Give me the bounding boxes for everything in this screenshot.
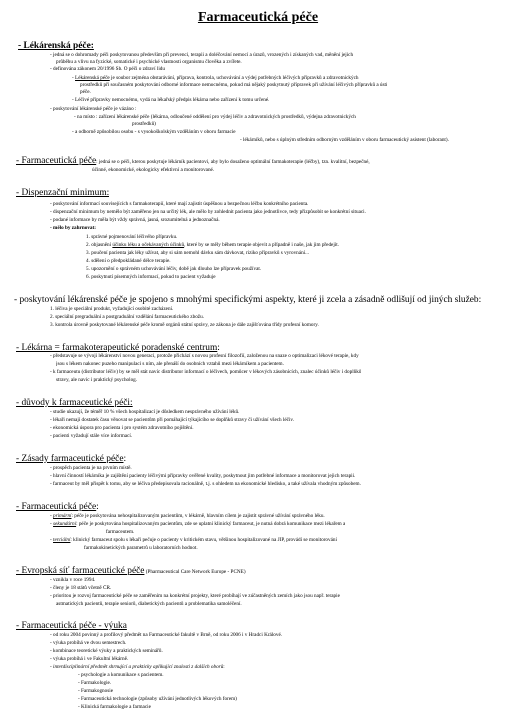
text-segment: jsou s lékem nakonec puzeho manipulaci s ním, ale přenáší do osobních vztahů mezi lékárníkem a pacientem. <box>56 361 284 367</box>
text-segment: - výuka probíhá i ve Fakultní lékárně. <box>50 656 129 662</box>
text-segment: - studie ukazují, že téměř 10 % všech hospitalizací je důsledkem nesprávného užívání léků. <box>50 409 240 415</box>
text-segment: - dispenzační minimum by nemělo být zaměřeno jen na určitý lék, ale mělo by zohlednit pacienta jako jednotlivce, tedy přizpůsobit se konkrétní situaci. <box>50 209 366 215</box>
text-line <box>78 672 164 679</box>
text-line <box>56 377 137 384</box>
text-line <box>50 353 359 360</box>
text-segment: - lékaři nemají dostatek času věnovat se pacientům při pomáhající týkajícího se doplňků stravy či užívání všech léčiv. <box>50 417 294 423</box>
text-line <box>86 266 261 273</box>
text-segment: účinku léku a očekávaných účinků <box>112 242 185 248</box>
text-segment: je soubor zejména obstarávání, příprava, kontrola, uchovávání a výdej potřebných léčivých přípravků a zdravotnických <box>109 75 359 81</box>
text-line <box>78 704 151 711</box>
text-line <box>50 369 361 376</box>
text-segment: - <box>50 521 54 527</box>
text-line <box>74 114 356 121</box>
text-segment: - Dispenzační minimum: <box>16 188 110 198</box>
text-segment: sekundární <box>53 521 77 527</box>
text-line <box>78 688 113 695</box>
text-line <box>50 201 308 208</box>
text-line <box>50 481 361 488</box>
section-heading <box>16 621 127 632</box>
text-segment: : <box>96 502 99 512</box>
text-line <box>80 89 91 96</box>
text-segment: - <box>50 537 54 543</box>
text-segment: - ekonomická úspora pro pacienta i pro systém zdravotního pojištění. <box>50 425 194 431</box>
text-line <box>50 593 340 600</box>
text-line <box>72 75 359 82</box>
text-line <box>50 322 319 329</box>
text-segment: : péče je poskytována nehospitalizovaným pacientům, v lékárně, hlavním cílem je zajistit správné užívání správného léku. <box>71 513 325 519</box>
text-segment: - farmaceut by měl přispět k tomu, aby se léčiva předepisovala racionálně, t.j. s ohledem na ekonomické hledisko, a také užívala vhodným způsobem. <box>50 481 361 487</box>
section-heading <box>16 454 126 465</box>
text-line <box>86 258 171 265</box>
text-segment: farmakokinetických parametrů u laboratorních hodnot. <box>84 545 198 551</box>
text-segment: - pacienti vyžadují stále více informací. <box>50 433 133 439</box>
text-segment: 1. správné pojmenování léčivého přípravku. <box>86 234 178 240</box>
text-line <box>50 417 294 424</box>
text-segment: : <box>223 664 225 670</box>
text-line <box>86 234 177 241</box>
text-segment: - Evropská síť farmaceutické péče <box>16 566 145 576</box>
text-segment: : klinický farmaceut spolu s lékaři pečuje o pacienty v kritickém stavu, většinou hospitalizované na JIP, provádí se monitorování <box>70 537 337 543</box>
text-line <box>50 537 337 544</box>
text-segment: : <box>123 454 127 464</box>
text-line <box>50 306 173 313</box>
text-line <box>240 137 449 144</box>
text-segment: : jedná se o péči, kterou poskytuje lékárník pacientovi, aby bylo dosaženo optimální farmakoterapie (léčby), tzn. kvalitní, bezpečné, <box>96 159 370 165</box>
text-segment: - jedná se o dohromady péči poskytovanou především při prevenci, terapii a doléčování nemocí a úrazů, vrozených i získaných vad, měnění jejich <box>50 52 354 58</box>
text-segment: - k farmaceutu (distributor léčiv) by se měl stát navíc distributor informací o léčivech, pomůcer v lékových zásobnících, znalec účinků léčiv i doplňků <box>50 369 362 375</box>
text-line <box>72 129 236 136</box>
text-segment: , které by se měly během terapie objevit a případně i naše, jak jim předejít. <box>184 242 339 248</box>
text-line <box>50 640 126 647</box>
section-heading <box>14 295 481 306</box>
text-segment: účinné, ekonomické, ekologicky efektivní a monitorované. <box>92 167 215 173</box>
text-segment: - Lékárna = farmakoterapeutické poradenské centrum <box>16 343 218 353</box>
text-line <box>50 425 194 432</box>
text-segment: 3. kontrola úrovně poskytované lékárenské péče kromě orgánů státní správy, ze zákona je dále zajišťována třídy profesní komory. <box>50 322 319 328</box>
text-segment: - <box>72 75 76 81</box>
text-line <box>50 521 345 528</box>
text-line <box>56 361 284 368</box>
text-line <box>50 632 282 639</box>
text-line <box>50 433 132 440</box>
text-segment: - členy je 18 států včetně ČR. <box>50 585 112 591</box>
section-heading <box>16 188 109 199</box>
text-line <box>132 121 156 128</box>
text-segment: - prioritou je rozvoj farmaceutické péče se zaměřením na konkrétní projekty, které probíhají ve zúčastněných zemích jako jsou např. terapie <box>50 593 340 599</box>
text-segment: průběhu a vlivu na fyzické, somatické i psychické vlastnosti organismu člověka a zvířete. <box>56 59 242 65</box>
text-line <box>86 242 339 249</box>
text-segment: stravy, ale navíc i praktický psycholog. <box>56 377 138 383</box>
text-segment: : <box>217 343 220 353</box>
text-line <box>86 250 309 257</box>
text-segment: - a odborně způsobilou osobu - s vysokoškolským vzděláním v oboru farmacie <box>72 129 236 135</box>
text-line <box>92 167 214 174</box>
text-line <box>50 656 128 663</box>
text-segment: - mělo by zahrnovat: <box>50 225 96 231</box>
text-segment: - podané informace by měla být vždy správná, jasná, srozumitelná a jednoznačná. <box>50 217 220 223</box>
text-line <box>50 52 353 59</box>
text-line <box>50 314 204 321</box>
page-title: Farmaceutická péče <box>197 10 319 25</box>
text-segment: 1. léčiva je speciální produkt, vyžadující osobité zacházení. <box>50 306 174 312</box>
text-line <box>50 66 165 73</box>
text-segment: - výuka probíhá ve dvou semestrech. <box>50 640 127 646</box>
text-segment: - psychologie a komunikace s pacientem. <box>78 672 164 678</box>
text-segment: - Farmaceutická péče <box>16 156 97 166</box>
text-line <box>50 225 96 232</box>
text-segment: - na místo : zařízení lékárenské péče (lékárna, odloučené oddělení pro výdej léčiv a zdravotnických prostředků, výdejna zdravotnických <box>74 114 356 120</box>
text-segment: 3. poučení pacienta jak léky užívat, aby si sám nemohl dávku sám dávkovat, riziko přípravků s vyrovnání... <box>86 250 310 256</box>
text-line <box>86 274 216 281</box>
text-segment: - od roku 2004 povinný a profilový předmět na Farmaceutické fakultě v Brně, od roku 2006 i v Hradci Králové. <box>50 632 283 638</box>
section-heading <box>16 502 99 513</box>
text-segment: - poskytování informací souvisejících s farmakoterapií, které mají zajistit úspěšnou a bezpečnou léčbu konkrétního pacienta. <box>50 201 309 207</box>
text-segment: - představuje se vývoji lékárenství novou generaci, protože přichází s novou profesní filozofií, založenou na snaze o optimalizaci lékové terapie, kdy <box>50 353 359 359</box>
text-line <box>50 585 111 592</box>
text-segment: - poskytování lékárenské péče je vázáno : <box>50 106 137 112</box>
text-line <box>50 106 136 113</box>
text-line <box>106 529 134 536</box>
text-line <box>50 409 239 416</box>
text-segment: astmatických pacientů, terapie seniorů, diabetických pacientů a problematika samoléčení. <box>56 601 242 607</box>
text-line <box>78 696 237 703</box>
text-segment: - <box>50 664 54 670</box>
text-line <box>50 664 225 671</box>
text-line <box>50 513 325 520</box>
text-line <box>50 648 163 655</box>
text-segment: 5. upozornění o správném uchovávání léčiv, době jak dlouho lze přípravek používat. <box>86 266 262 272</box>
text-segment: primární <box>53 513 72 519</box>
text-segment: - poskytování lékárenské péče je spojeno s mnohými specifickými aspekty, které ji zcela a zásadně odlišují od jiných služeb: <box>14 295 482 305</box>
text-segment: - Farmakognosie <box>78 688 114 694</box>
section-heading <box>16 398 133 409</box>
text-segment: - vznikla v roce 1994. <box>50 577 96 583</box>
text-segment: - kombinace teoretické výuky a praktických seminářů. <box>50 648 163 654</box>
text-segment: 2. objasnění <box>86 242 113 248</box>
text-segment: - Farmaceutická technologie (způsoby užívání jednotlivých lékových forem) <box>78 696 237 702</box>
text-segment: : péče je poskytována hospitalizovaným pacientům, zde se uplatní klinický farmaceut, je nutná dobrá komunikace mezi lékařem a <box>76 521 346 527</box>
text-segment: - Farmakologie. <box>78 680 112 686</box>
text-line <box>80 82 387 89</box>
text-line <box>50 577 95 584</box>
section-heading <box>18 41 94 52</box>
text-line <box>84 545 198 552</box>
text-segment: - definována zákonem 20/1996 Sb. O péči o zdraví lidu <box>50 66 165 72</box>
text-segment: 4. sdělení o předpokládané délce terapie. <box>86 258 171 264</box>
text-line <box>78 680 111 687</box>
text-segment: - Farmaceutická péče - výuka <box>16 621 127 631</box>
text-segment: - hlavní činností lékárníka je zajištění pacienty léčivými přípravky ověřené kvality, poskytnout jim potřebné informace a monitorovat jejich terapii. <box>50 473 356 479</box>
text-segment: (Pharmaceutical Care Network Europe - PCNE) <box>144 569 246 575</box>
text-line <box>50 473 355 480</box>
text-segment: - Lékárenská péče: <box>18 41 94 51</box>
text-line <box>56 59 242 66</box>
text-segment: terciální <box>53 537 71 543</box>
text-line <box>56 601 242 608</box>
text-line <box>72 97 269 104</box>
text-segment: 2. speciální pregraduální a postgraduální vzdělání farmaceutického zbožu. <box>50 314 204 320</box>
text-segment: interdisciplinární předmět shrnující a prakticky aplikující znalosti z dalších oborů <box>53 664 224 670</box>
text-segment: - prospěch pacienta je na prvním místě. <box>50 465 132 471</box>
text-line <box>50 465 132 472</box>
text-segment: - Klinická farmakologie a farmacie <box>78 704 151 710</box>
text-segment: - lékárníků, nebo s úplným středním odborným vzděláním v oboru farmaceutický asistent (laborant). <box>240 137 449 143</box>
text-segment: prostředků) <box>132 121 156 127</box>
text-segment: Lékárenská péče <box>75 75 110 81</box>
text-segment: péče. <box>80 89 91 95</box>
text-segment: - Farmaceutická péče <box>16 502 97 512</box>
text-segment: - Zásady farmaceutické péče <box>16 454 124 464</box>
text-segment: - Léčivé přípravky nemocnému, vydá na lékařský předpis lékárna nebo zařízení k tomu určené. <box>72 97 270 103</box>
text-segment: - <box>50 513 54 519</box>
text-segment: prostředků při současném poskytování odborné informace nemocnému, pokud má nějaký poskytnutý přípravek při užívání léčivých přípravků a ústí <box>80 82 388 88</box>
text-segment: farmaceutem. <box>106 529 135 535</box>
text-segment: - důvody k farmaceutické péči: <box>16 398 133 408</box>
text-line <box>50 217 220 224</box>
text-line <box>50 209 366 216</box>
text-segment: 6. poskytnutí písemných informací, pokud to pacient vyžaduje <box>86 274 216 280</box>
